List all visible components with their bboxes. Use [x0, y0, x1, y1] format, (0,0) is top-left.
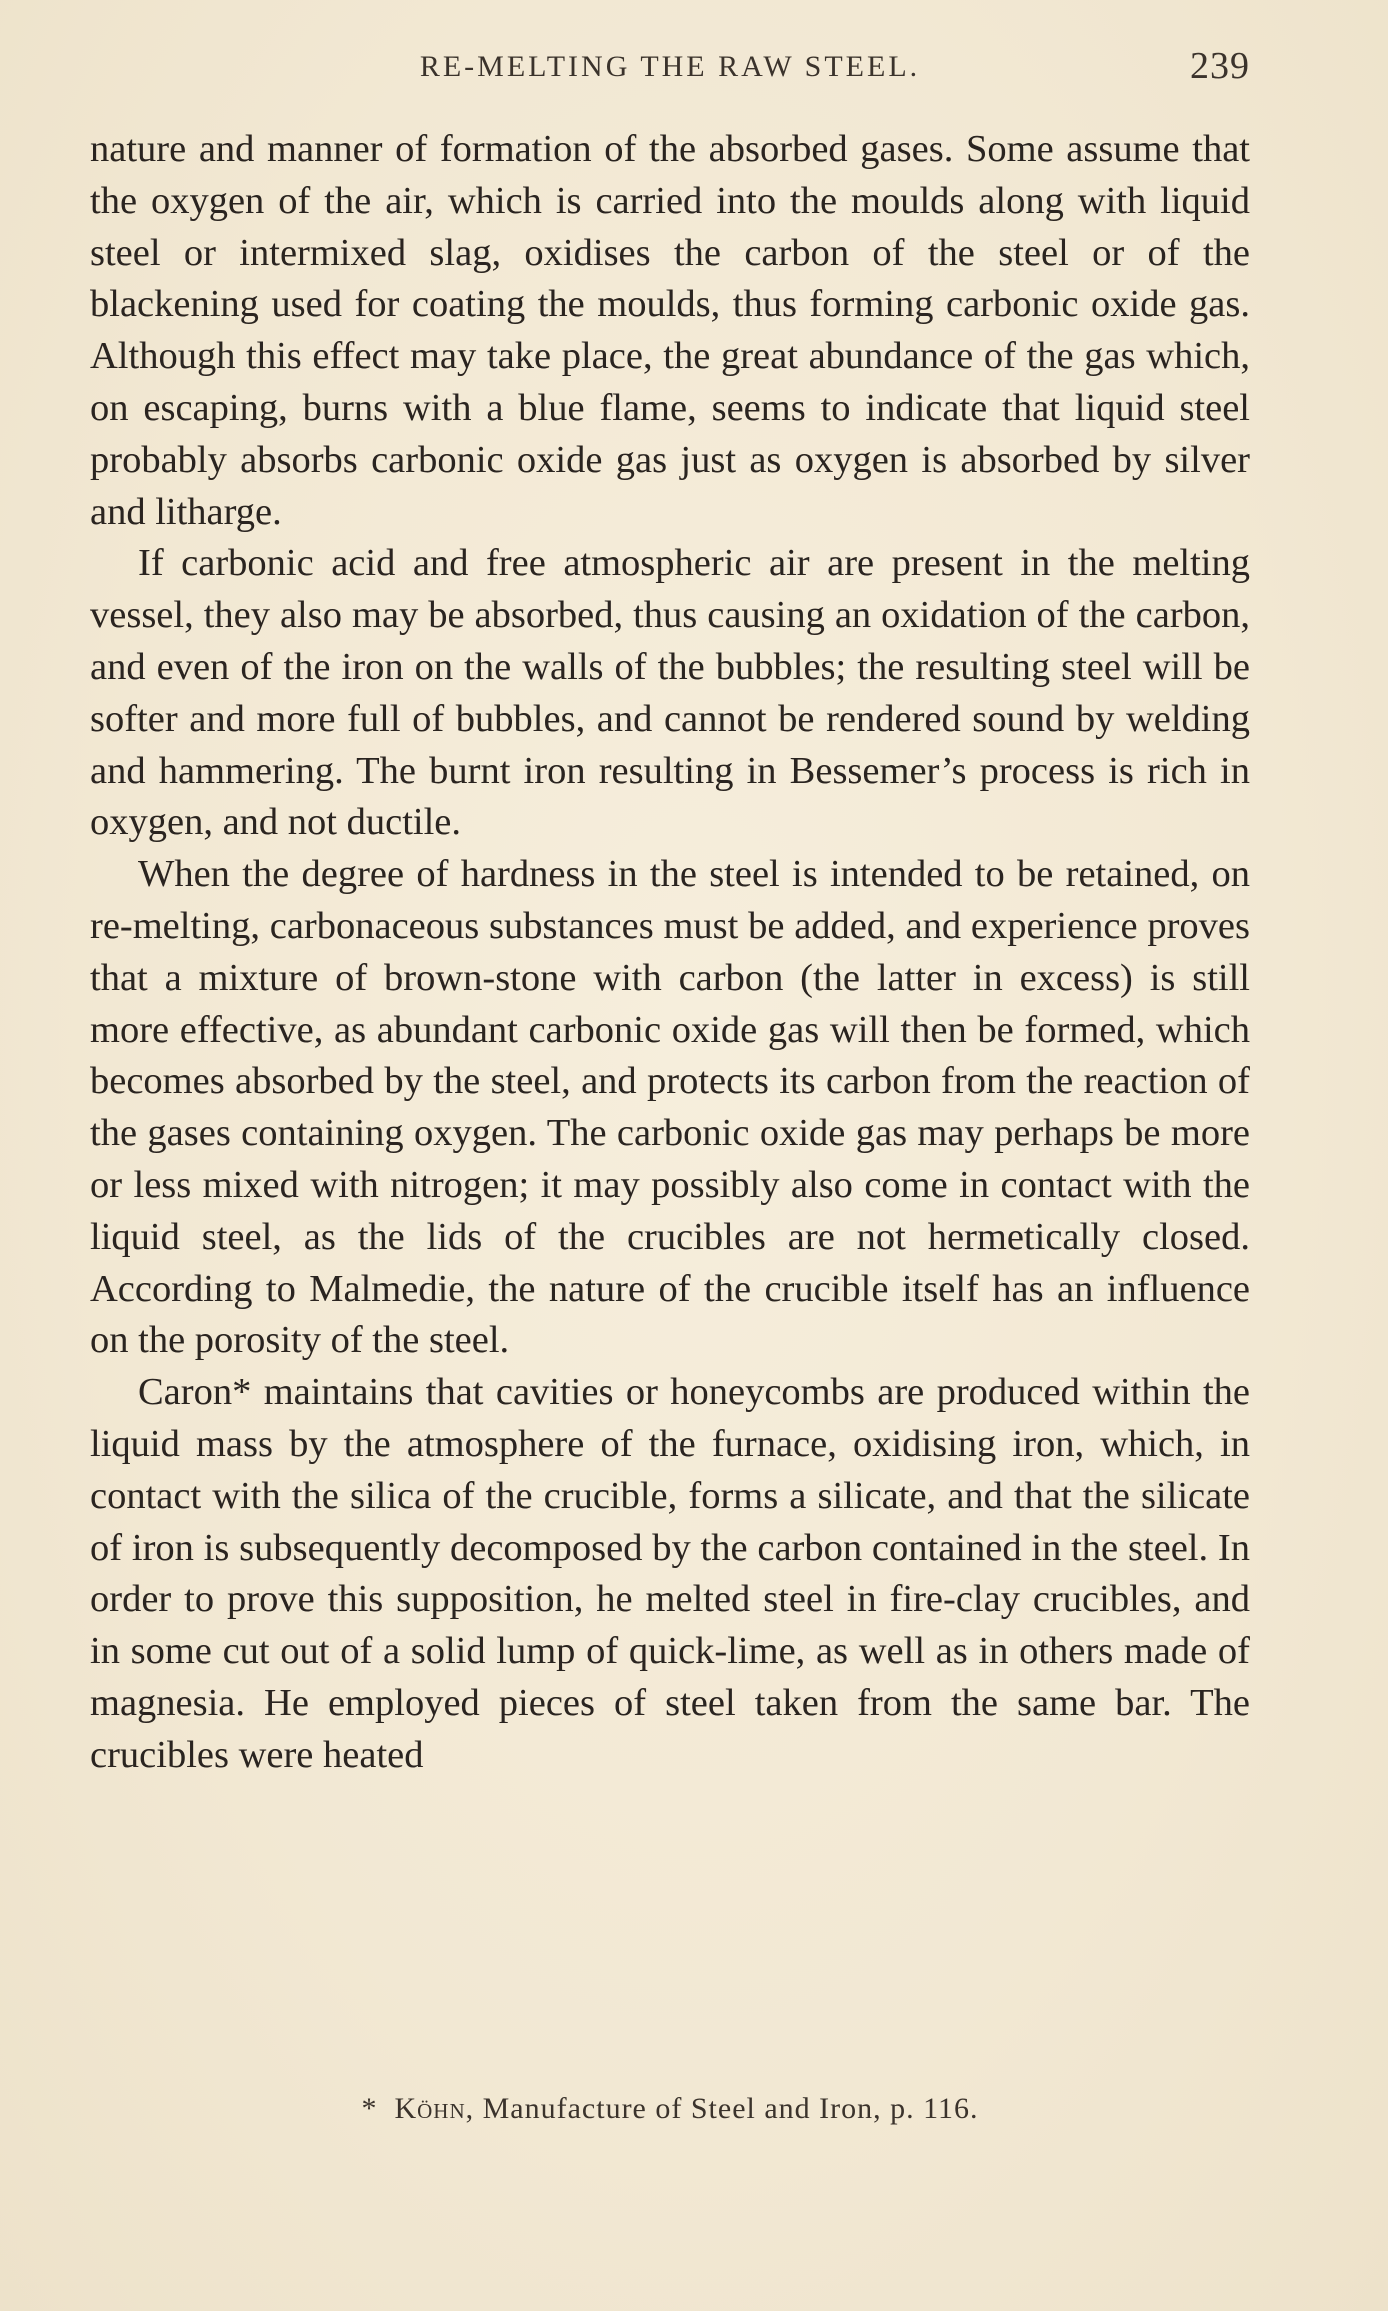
- paragraph-4: Caron* maintains that cavities or honeycombs are produced within the liquid mass by the atmosphere of the furnace, oxidising iron, which, in contact with the silica of the crucible, forms a silicate, and that the silicate of iron is subsequently decomposed by the carbon contained in the steel. In order to prove this supposition, he melted steel in fire-clay crucibles, and in some cut out of a solid lump of quick-lime, as well as in others made of magnesia. He employed pieces of steel taken from the same bar. The crucibles were heated: [90, 1371, 1250, 1776]
- footnote-author: Köhn: [394, 2092, 466, 2125]
- body-text: [90, 124, 1250, 1782]
- paragraph-3: When the degree of hardness in the steel is intended to be retained, on re-melting, carbonaceous substances must be added, and experience proves that a mixture of brown-stone with carbon (the latter in excess) is still more effective, as abundant carbonic oxide gas will then be formed, which becomes absorbed by the steel, and protects its carbon from the reaction of the gases containing oxygen. The carbonic oxide gas may perhaps be more or less mixed with nitrogen; it may possibly also come in contact with the liquid steel, as the lids of the crucibles are not hermetically closed. According to Malmedie, the nature of the crucible itself has an influence on the porosity of the steel.: [90, 853, 1250, 1362]
- running-head: [90, 44, 1250, 100]
- footnote-text: , Manufacture of Steel and Iron, p. 116.: [465, 2092, 979, 2125]
- running-title: RE-MELTING THE RAW STEEL.: [419, 50, 921, 83]
- page-number: 239: [1190, 45, 1250, 87]
- paragraph-1: nature and manner of formation of the absorbed gases. Some assume that the oxygen of the air, which is carried into the moulds along with liquid steel or intermixed slag, oxidises the carbon of the steel or of the blackening used for coating the moulds, thus forming carbonic oxide gas. Although this effect may take place, the great abundance of the gas which, on escaping, burns with a blue flame, seems to indicate that liquid steel probably absorbs carbonic oxide gas just as oxygen is absorbed by silver and litharge.: [90, 128, 1250, 533]
- footnote-marker: *: [361, 2092, 378, 2125]
- paragraph-2: If carbonic acid and free atmospheric air are present in the melting vessel, they also may be absorbed, thus causing an oxidation of the carbon, and even of the iron on the walls of the bubbles; the resulting steel will be softer and more full of bubbles, and cannot be rendered sound by welding and hammering. The burnt iron resulting in Bessemer’s process is rich in oxygen, and not ductile.: [90, 542, 1250, 844]
- footnote: [90, 2092, 1250, 2126]
